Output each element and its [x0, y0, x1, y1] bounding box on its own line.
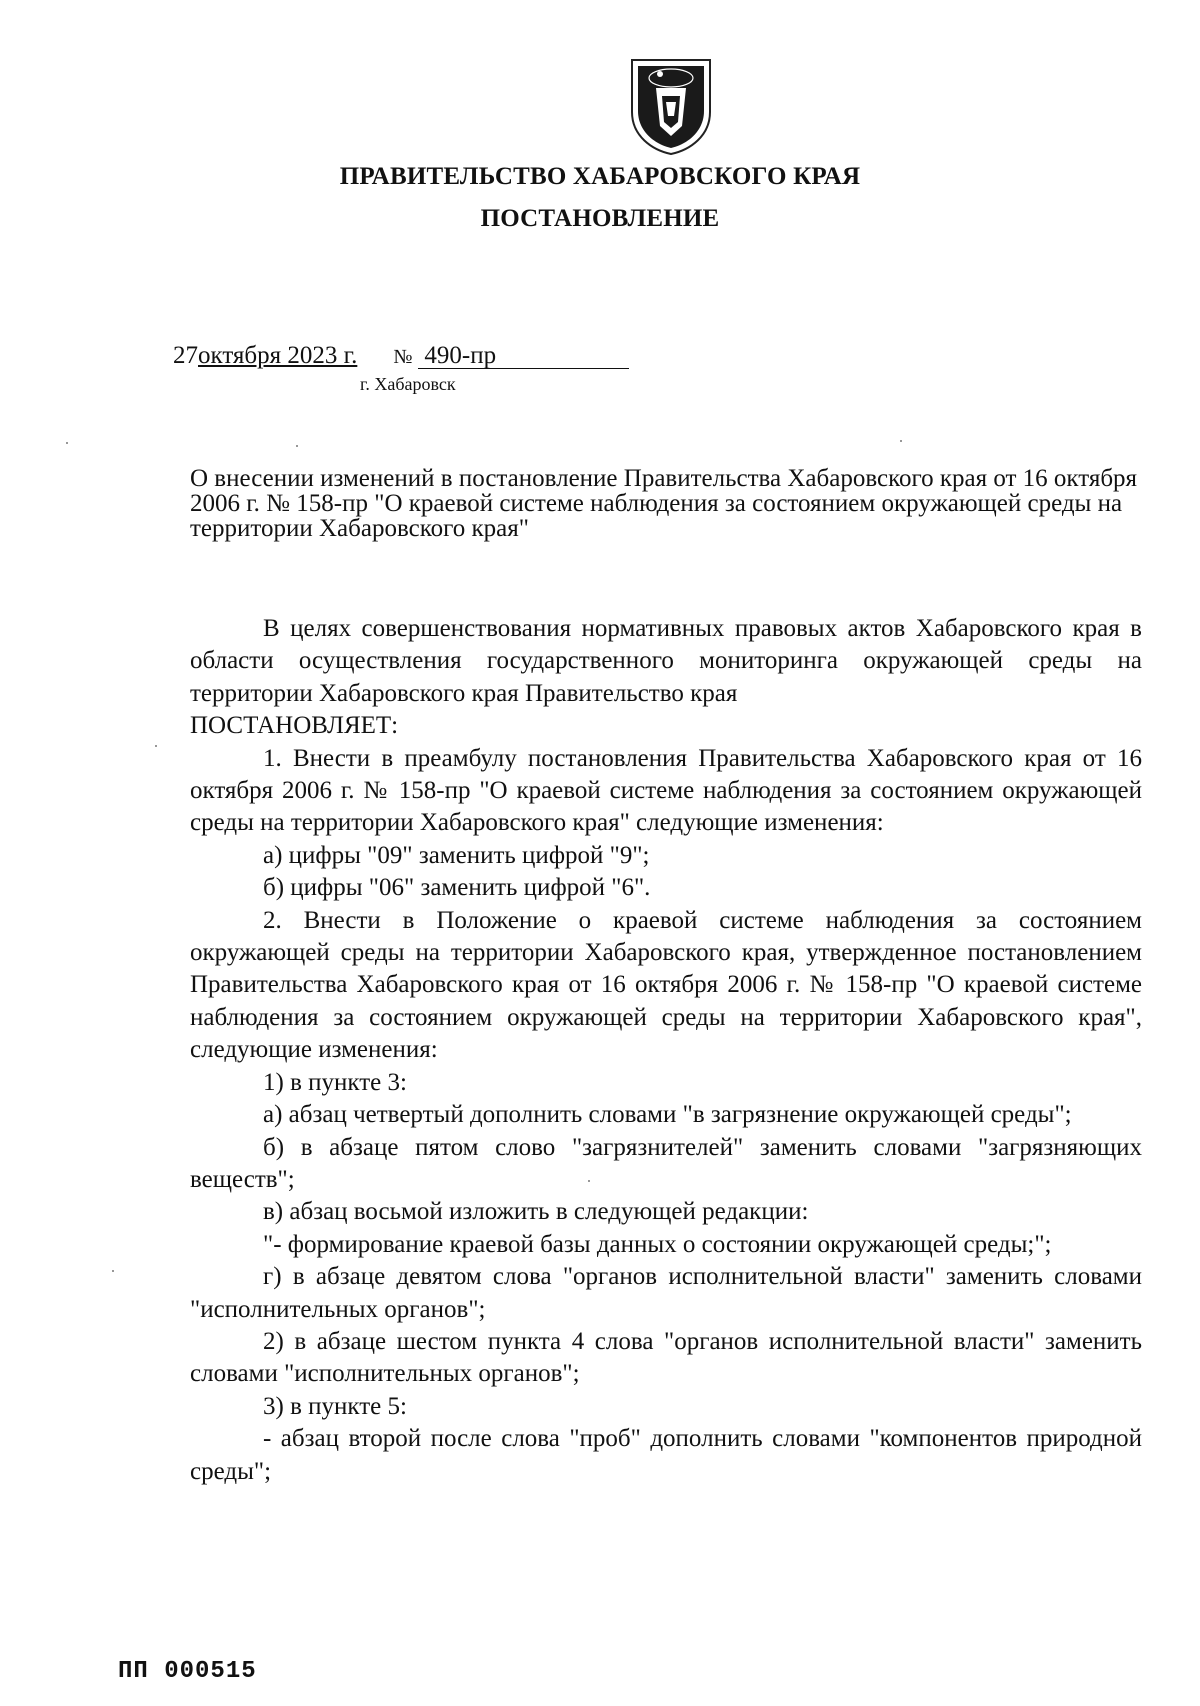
city-name: г. Хабаровск: [360, 374, 456, 394]
paragraph-item-2: 2. Внести в Положение о краевой системе наблюдения за состоянием окружающей среды на территории Хабаровского края, утвержденное постановлением Правительства Хабаровского края от 16 октября 2006 г. № 158-пр "О краевой системе наблюдения за состоянием окружающей среды на территории Хабаровского края", следующие изменения:: [190, 906, 1142, 1064]
paragraph-item-2-1: 1) в пункте 3:: [263, 1068, 407, 1096]
date-number-line: [173, 342, 629, 370]
number-label: №: [393, 346, 413, 368]
paragraph-item-2-1g: г) в абзаце девятом слова "органов исполнительной власти" заменить словами "исполнительных органов";: [190, 1263, 1142, 1323]
government-title: ПРАВИТЕЛЬСТВО ХАБАРОВСКОГО КРАЯ: [339, 163, 861, 190]
paragraph-item-2-1b: б) в абзаце пятом слово "загрязнителей" заменить словами "загрязняющих веществ";: [190, 1133, 1142, 1193]
scan-speck: [900, 440, 902, 442]
paragraph-resolves: ПОСТАНОВЛЯЕТ:: [190, 712, 399, 740]
document-body: [190, 613, 1142, 1488]
date-month-year: октября 2023 г.: [198, 342, 358, 369]
paragraph-item-1a: а) цифры "09" заменить цифрой "9";: [263, 841, 650, 869]
paragraph-item-2-3: 3) в пункте 5:: [263, 1392, 407, 1420]
paragraph-item-2-1v: в) абзац восьмой изложить в следующей редакции:: [263, 1198, 809, 1226]
form-code: ПП 000515: [118, 1658, 257, 1685]
scan-speck: [588, 1180, 590, 1182]
coat-of-arms-emblem: [626, 56, 716, 156]
scan-speck: [155, 745, 157, 747]
paragraph-item-2-2: 2) в абзаце шестом пункта 4 слова "органов исполнительной власти" заменить словами "исполнительных органов";: [190, 1327, 1142, 1388]
paragraph-item-1b: б) цифры "06" заменить цифрой "6".: [263, 874, 651, 902]
paragraph-item-1: 1. Внести в преамбулу постановления Правительства Хабаровского края от 16 октября 2006 г. № 158-пр "О краевой системе наблюдения за состоянием окружающей среды на территории Хабаровского края" следующие изменения:: [190, 744, 1142, 837]
document-subject: О внесении изменений в постановление Правительства Хабаровского края от 16 октября 2006 г. № 158-пр "О краевой системе наблюдения за состоянием окружающей среды на территории Хабаровского края": [190, 465, 1138, 542]
date-day: 27: [173, 342, 198, 369]
paragraph-quote: "- формирование краевой базы данных о состоянии окружающей среды;";: [263, 1230, 1052, 1258]
document-type-title: ПОСТАНОВЛЕНИЕ: [480, 205, 720, 232]
paragraph-preamble: В целях совершенствования нормативных правовых актов Хабаровского края в области осуществления государственного мониторинга окружающей среды на территории Хабаровского края Правительство края: [190, 615, 1142, 707]
scan-speck: [296, 445, 298, 447]
scan-speck: [66, 442, 68, 444]
paragraph-item-2-1a: а) абзац четвертый дополнить словами "в загрязнение окружающей среды";: [263, 1101, 1072, 1129]
scan-speck: [112, 1270, 114, 1272]
paragraph-item-2-3-dash: - абзац второй после слова "проб" дополнить словами "компонентов природной среды";: [190, 1425, 1142, 1485]
document-number: 490-пр: [418, 344, 629, 369]
